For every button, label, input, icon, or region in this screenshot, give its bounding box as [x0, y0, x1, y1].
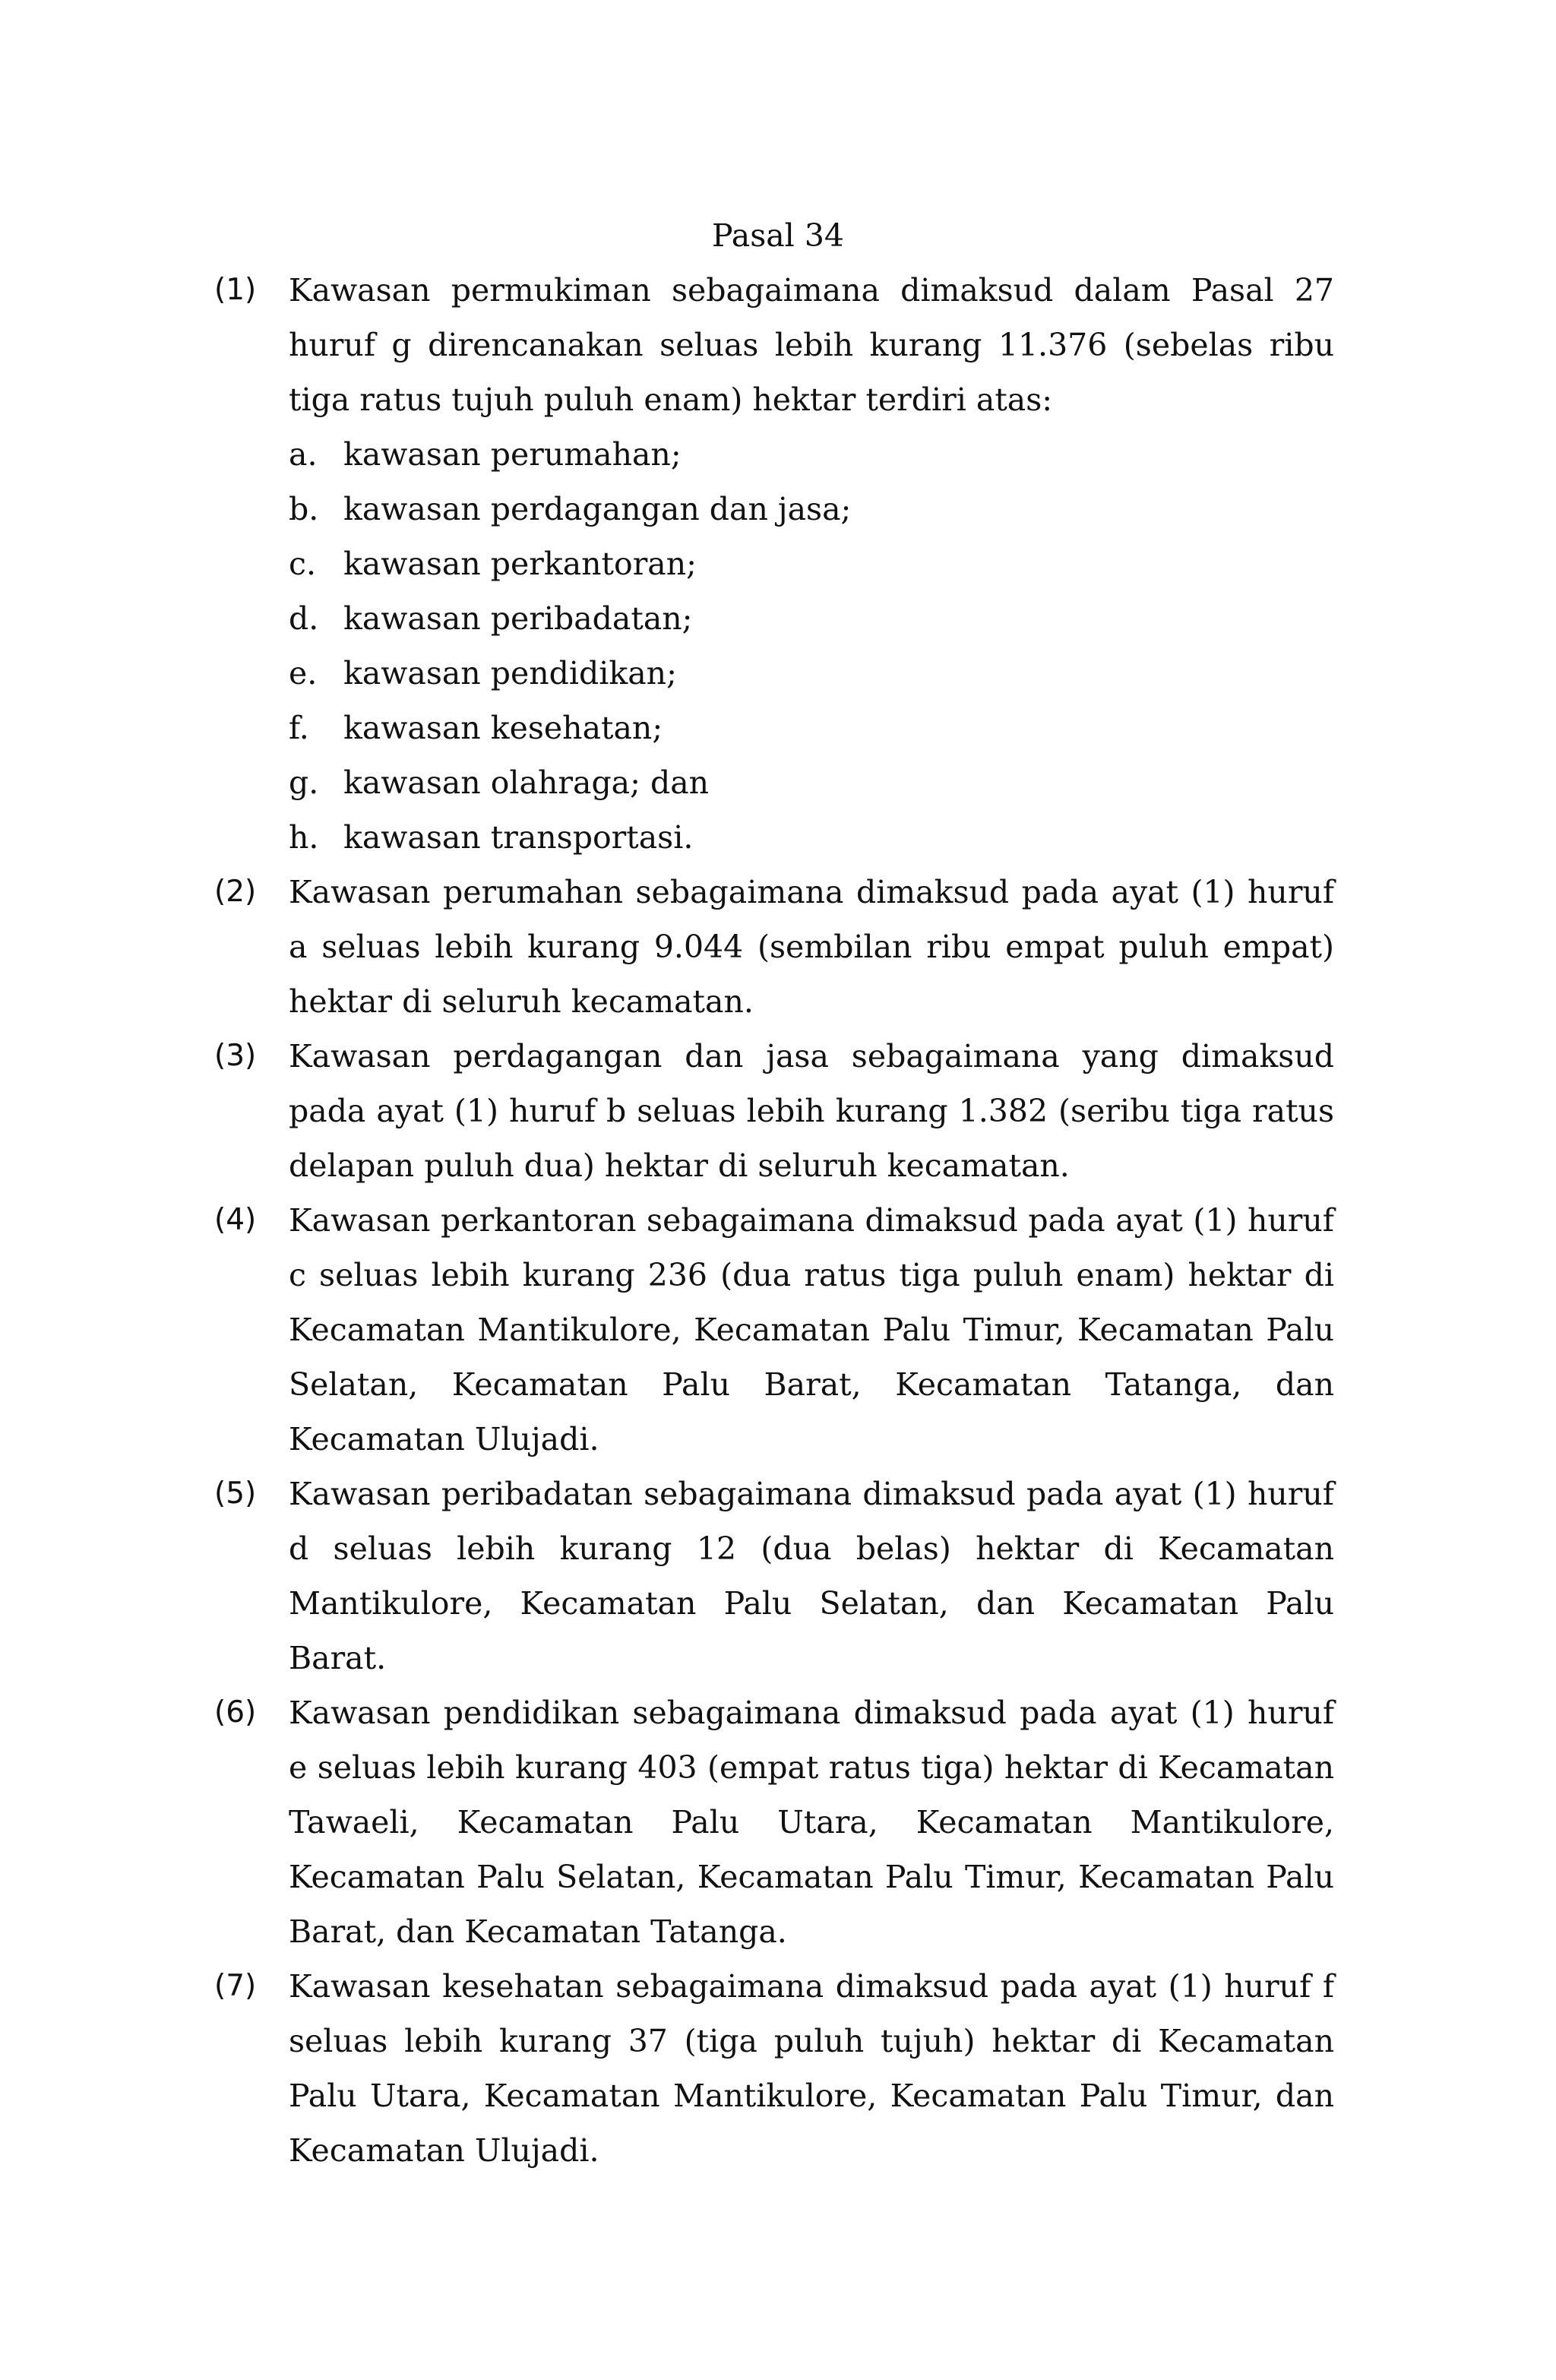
- ayat-2: [214, 865, 1334, 1029]
- list-item: [289, 810, 1334, 865]
- ayat-number: (7): [214, 1969, 257, 2003]
- list-item: [289, 536, 1334, 591]
- ayat-number: (1): [214, 273, 257, 307]
- list-item-letter: g.: [289, 764, 319, 801]
- ayat-1: [214, 263, 1334, 865]
- article-body: [0, 263, 1556, 2178]
- list-item: [289, 755, 1334, 810]
- list-item: [289, 591, 1334, 646]
- article-title: Pasal 34: [712, 217, 844, 254]
- ayat-4: [214, 1193, 1334, 1467]
- sub-list: [289, 427, 1334, 865]
- ayat-number: (2): [214, 875, 257, 909]
- list-item: [289, 427, 1334, 482]
- ayat-7: [214, 1959, 1334, 2178]
- list-item-text: kawasan olahraga; dan: [343, 764, 710, 801]
- ayat-number: (4): [214, 1203, 257, 1237]
- list-item: [289, 646, 1334, 701]
- list-item-text: kawasan transportasi.: [343, 819, 694, 856]
- ayat-text: Kawasan kesehatan sebagaimana dimaksud pada ayat (1) huruf f seluas lebih kurang 37 (tiga puluh tujuh) hektar di Kecamatan Palu Utara, Kecamatan Mantikulore, Kecamatan Palu Timur, dan Kecamatan Ulujadi.: [289, 1968, 1334, 2169]
- ayat-text: Kawasan pendidikan sebagaimana dimaksud pada ayat (1) huruf e seluas lebih kurang 403 (empat ratus tiga) hektar di Kecamatan Tawaeli, Kecamatan Palu Utara, Kecamatan Mantikulore, Kecamatan Palu Selatan, Kecamatan Palu Timur, Kecamatan Palu Barat, dan Kecamatan Tatanga.: [289, 1695, 1334, 1950]
- list-item-text: kawasan kesehatan;: [343, 710, 663, 746]
- list-item-text: kawasan perumahan;: [343, 436, 682, 473]
- list-item-letter: a.: [289, 436, 318, 473]
- list-item-letter: h.: [289, 819, 319, 856]
- list-item-letter: d.: [289, 600, 319, 637]
- ayat-number: (5): [214, 1476, 257, 1511]
- list-item-text: kawasan pendidikan;: [343, 655, 677, 692]
- ayat-number: (3): [214, 1039, 257, 1073]
- ayat-3: [214, 1029, 1334, 1193]
- ayat-6: [214, 1685, 1334, 1959]
- list-item-letter: c.: [289, 546, 316, 582]
- list-item-letter: b.: [289, 491, 319, 527]
- ayat-text: Kawasan perumahan sebagaimana dimaksud pada ayat (1) huruf a seluas lebih kurang 9.044 (sembilan ribu empat puluh empat) hektar di seluruh kecamatan.: [289, 874, 1334, 1020]
- list-item-letter: f.: [289, 710, 309, 746]
- list-item-text: kawasan perkantoran;: [343, 546, 697, 582]
- ayat-number: (6): [214, 1695, 257, 1730]
- ayat-text: Kawasan peribadatan sebagaimana dimaksud pada ayat (1) huruf d seluas lebih kurang 12 (dua belas) hektar di Kecamatan Mantikulore, Kecamatan Palu Selatan, dan Kecamatan Palu Barat.: [289, 1476, 1334, 1676]
- list-item-letter: e.: [289, 655, 318, 692]
- ayat-text: Kawasan perkantoran sebagaimana dimaksud pada ayat (1) huruf c seluas lebih kurang 236 (dua ratus tiga puluh enam) hektar di Kecamatan Mantikulore, Kecamatan Palu Timur, Kecamatan Palu Selatan, Kecamatan Palu Barat, Kecamatan Tatanga, dan Kecamatan Ulujadi.: [289, 1202, 1334, 1457]
- ayat-text: Kawasan permukiman sebagaimana dimaksud dalam Pasal 27 huruf g direncanakan seluas lebih kurang 11.376 (sebelas ribu tiga ratus tujuh puluh enam) hektar terdiri atas:: [289, 272, 1334, 418]
- ayat-5: [214, 1467, 1334, 1685]
- list-item: [289, 482, 1334, 536]
- list-item-text: kawasan perdagangan dan jasa;: [343, 491, 852, 527]
- list-item: [289, 701, 1334, 755]
- ayat-text: Kawasan perdagangan dan jasa sebagaimana yang dimaksud pada ayat (1) huruf b seluas lebih kurang 1.382 (seribu tiga ratus delapan puluh dua) hektar di seluruh kecamatan.: [289, 1038, 1334, 1184]
- list-item-text: kawasan peribadatan;: [343, 600, 693, 637]
